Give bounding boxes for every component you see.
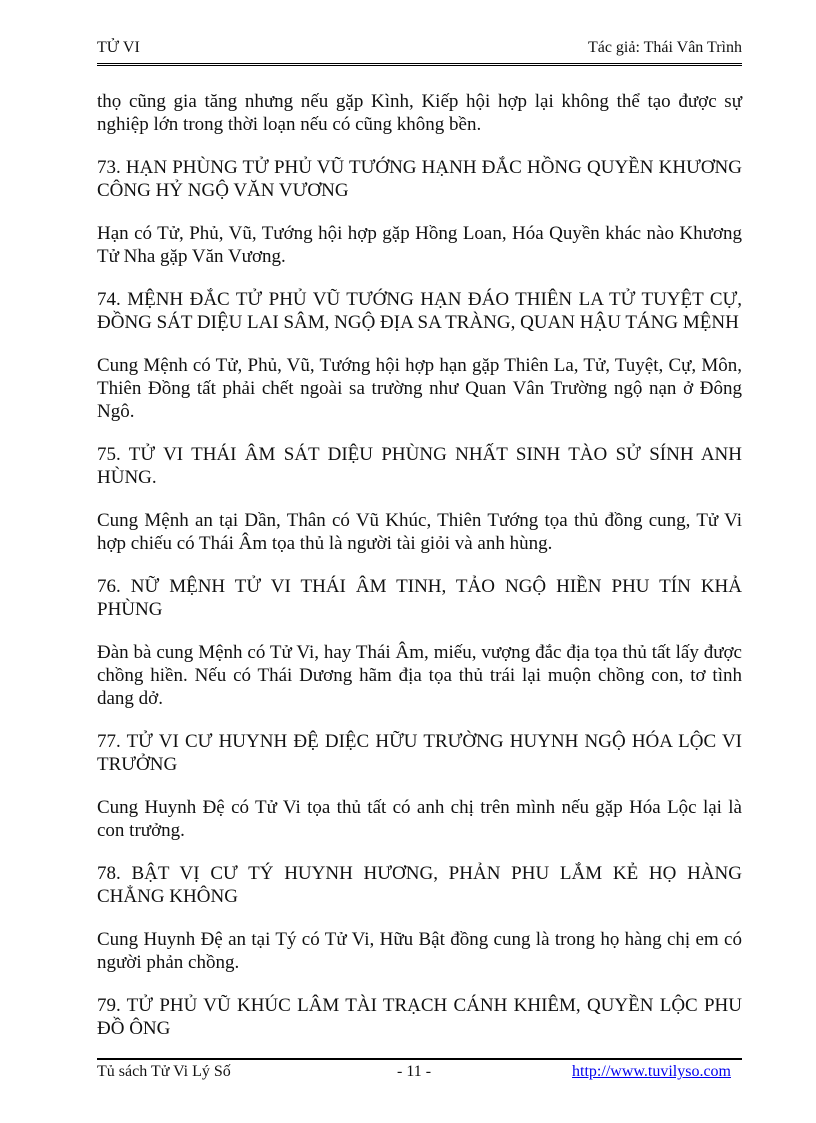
paragraph-78: Cung Huynh Đệ an tại Tý có Tử Vi, Hữu Bật đồng cung là trong họ hàng chị em có người phản chồng. [97, 929, 742, 973]
paragraph-continuation: thọ cũng gia tăng nhưng nếu gặp Kình, Kiếp hội hợp lại không thể tạo được sự nghiệp lớn trong thời loạn nếu có cũng không bền. [97, 91, 742, 135]
heading-78: 78. BẬT VỊ CƯ TÝ HUYNH HƯƠNG, PHẢN PHU LẮM KẺ HỌ HÀNG CHẲNG KHÔNG [97, 863, 742, 907]
heading-73: 73. HẠN PHÙNG TỬ PHỦ VŨ TƯỚNG HẠNH ĐẮC HỒNG QUYỀN KHƯƠNG CÔNG HỶ NGỘ VĂN VƯƠNG [97, 157, 742, 201]
heading-75: 75. TỬ VI THÁI ÂM SÁT DIỆU PHÙNG NHẤT SINH TÀO SỬ SÍNH ANH HÙNG. [97, 444, 742, 488]
footer-divider [97, 1058, 742, 1060]
page-header [97, 38, 742, 58]
heading-76: 76. NỮ MỆNH TỬ VI THÁI ÂM TINH, TẢO NGỘ HIỀN PHU TÍN KHẢ PHÙNG [97, 576, 742, 620]
paragraph-76: Đàn bà cung Mệnh có Tử Vi, hay Thái Âm, miếu, vượng đắc địa tọa thủ tất lấy được chồng hiền. Nếu có Thái Dương hãm địa tọa thủ trái lại muộn chồng con, tơ tình dang dở. [97, 642, 742, 709]
heading-79: 79. TỬ PHỦ VŨ KHÚC LÂM TÀI TRẠCH CÁNH KHIÊM, QUYỀN LỘC PHU ĐỒ ÔNG [97, 995, 742, 1039]
paragraph-75: Cung Mệnh an tại Dần, Thân có Vũ Khúc, Thiên Tướng tọa thủ đồng cung, Tử Vi hợp chiếu có Thái Âm tọa thủ là người tài giỏi và anh hùng. [97, 510, 742, 554]
page-footer [97, 1062, 742, 1082]
heading-77: 77. TỬ VI CƯ HUYNH ĐỆ DIỆC HỮU TRƯỜNG HUYNH NGỘ HÓA LỘC VI TRƯỞNG [97, 731, 742, 775]
website-link[interactable]: http://www.tuvilyso.com [572, 1063, 731, 1080]
paragraph-73: Hạn có Tử, Phủ, Vũ, Tướng hội hợp gặp Hồng Loan, Hóa Quyền khác nào Khương Tử Nha gặp Văn Vương. [97, 223, 742, 267]
header-title: TỬ VI [97, 39, 140, 56]
footer-series: Tủ sách Tử Vi Lý Số [97, 1063, 231, 1080]
header-divider [97, 63, 742, 66]
page-number: - 11 - [397, 1063, 432, 1080]
document-body [97, 90, 742, 1060]
paragraph-74: Cung Mệnh có Tử, Phủ, Vũ, Tướng hội hợp hạn gặp Thiên La, Tử, Tuyệt, Cự, Môn, Thiên Đồng tất phải chết ngoài sa trường như Quan Vân Trường ngộ nạn ở Đông Ngô. [97, 355, 742, 422]
header-author: Tác giả: Thái Vân Trình [587, 39, 742, 56]
paragraph-77: Cung Huynh Đệ có Tử Vi tọa thủ tất có anh chị trên mình nếu gặp Hóa Lộc lại là con trưởng. [97, 797, 742, 841]
heading-74: 74. MỆNH ĐẮC TỬ PHỦ VŨ TƯỚNG HẠN ĐÁO THIÊN LA TỬ TUYỆT CỰ, ĐỒNG SÁT DIỆU LAI SÂM, NGỘ ĐỊA SA TRÀNG, QUAN HẬU TÁNG MỆNH [97, 289, 742, 333]
